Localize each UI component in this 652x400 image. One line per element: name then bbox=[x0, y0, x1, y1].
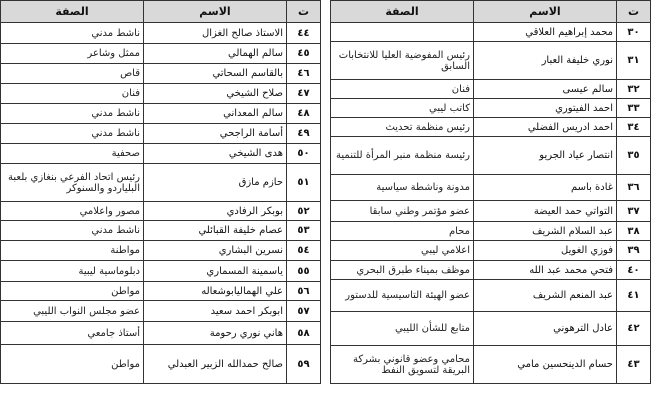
row-attribute: محام bbox=[331, 222, 474, 241]
row-name: التواتي حمد العيضة bbox=[474, 201, 617, 222]
table-row bbox=[331, 23, 651, 42]
row-number: ٤٢ bbox=[617, 312, 651, 346]
row-name: هاني نوري رحومة bbox=[144, 322, 287, 345]
row-number: ٤٩ bbox=[287, 124, 321, 144]
header-attribute: الصفة bbox=[331, 1, 474, 23]
row-name: ياسمينة المسماري bbox=[144, 261, 287, 282]
row-number: ٤٤ bbox=[287, 23, 321, 44]
row-number: ٥٨ bbox=[287, 322, 321, 345]
row-name: ابوبكر احمد سعيد bbox=[144, 301, 287, 322]
row-attribute: موظف بميناء طبرق البحري bbox=[331, 261, 474, 280]
table-row bbox=[331, 80, 651, 99]
row-name: انتصار عياد الجريو bbox=[474, 137, 617, 175]
row-attribute: دبلوماسية ليبية bbox=[1, 261, 144, 282]
table-row bbox=[1, 144, 321, 164]
table-row bbox=[331, 222, 651, 241]
row-attribute: مواطن bbox=[1, 345, 144, 384]
table-row bbox=[1, 322, 321, 345]
row-number: ٥٠ bbox=[287, 144, 321, 164]
row-attribute: قاص bbox=[1, 64, 144, 84]
row-attribute: رئيس منظمة تحديث bbox=[331, 118, 474, 137]
table-row bbox=[1, 23, 321, 44]
row-attribute: فنان bbox=[331, 80, 474, 99]
row-name: حسام الدينحسين مامي bbox=[474, 346, 617, 384]
header-attribute: الصفة bbox=[1, 1, 144, 23]
row-number: ٣٠ bbox=[617, 23, 651, 42]
row-attribute: صحفية bbox=[1, 144, 144, 164]
table-row bbox=[331, 346, 651, 384]
row-number: ٣٧ bbox=[617, 201, 651, 222]
row-number: ٤٣ bbox=[617, 346, 651, 384]
row-name: عادل الترهوني bbox=[474, 312, 617, 346]
table-row bbox=[1, 241, 321, 261]
row-attribute: ممثل وشاعر bbox=[1, 44, 144, 64]
row-attribute: عضو مؤتمر وطني سابقا bbox=[331, 201, 474, 222]
table-header-row bbox=[1, 1, 321, 23]
row-name: بوبكر الرفادي bbox=[144, 202, 287, 221]
header-number: ت bbox=[617, 1, 651, 23]
row-attribute: مواطنة bbox=[1, 241, 144, 261]
row-number: ٥٦ bbox=[287, 282, 321, 301]
table-row bbox=[1, 44, 321, 64]
table-row bbox=[1, 64, 321, 84]
row-attribute: أستاذ جامعي bbox=[1, 322, 144, 345]
row-name: صلاح الشيخي bbox=[144, 84, 287, 104]
row-name: احمد ادريس الفضلي bbox=[474, 118, 617, 137]
row-number: ٤٨ bbox=[287, 104, 321, 124]
row-number: ٣٢ bbox=[617, 80, 651, 99]
row-attribute: رئيسة منظمة منبر المرأة للتنمية bbox=[331, 137, 474, 175]
row-attribute: محامي وعضو قانوني بشركة البريقة لتسويق النفط bbox=[331, 346, 474, 384]
row-name: سالم عيسى bbox=[474, 80, 617, 99]
row-number: ٥١ bbox=[287, 164, 321, 202]
table-row bbox=[1, 164, 321, 202]
row-name: سالم الهمالي bbox=[144, 44, 287, 64]
header-name: الاسم bbox=[144, 1, 287, 23]
row-number: ٣٤ bbox=[617, 118, 651, 137]
row-number: ٥٤ bbox=[287, 241, 321, 261]
row-name: عبد السلام الشريف bbox=[474, 222, 617, 241]
row-number: ٣٦ bbox=[617, 175, 651, 201]
row-name: فوزي الغويل bbox=[474, 241, 617, 261]
row-number: ٥٢ bbox=[287, 202, 321, 221]
row-number: ٤٦ bbox=[287, 64, 321, 84]
table-row bbox=[1, 221, 321, 241]
participants-table-left bbox=[0, 0, 321, 384]
row-number: ٤٠ bbox=[617, 261, 651, 280]
table-row bbox=[1, 124, 321, 144]
row-name: علي الهماليابوشعاله bbox=[144, 282, 287, 301]
row-attribute: مواطن bbox=[1, 282, 144, 301]
table-row bbox=[331, 137, 651, 175]
table-row bbox=[331, 42, 651, 80]
row-name: فتحي محمد عبد الله bbox=[474, 261, 617, 280]
row-number: ٥٧ bbox=[287, 301, 321, 322]
row-name: عبد المنعم الشريف bbox=[474, 280, 617, 312]
row-attribute: كاتب ليبي bbox=[331, 99, 474, 118]
row-name: الاستاذ صالح الغزال bbox=[144, 23, 287, 44]
header-number: ت bbox=[287, 1, 321, 23]
table-row bbox=[331, 241, 651, 261]
table-row bbox=[331, 261, 651, 280]
row-number: ٣١ bbox=[617, 42, 651, 80]
table-row bbox=[331, 175, 651, 201]
row-attribute: ناشط مدني bbox=[1, 124, 144, 144]
row-name: صالح حمدالله الزبير العبدلي bbox=[144, 345, 287, 384]
header-name: الاسم bbox=[474, 1, 617, 23]
table-row bbox=[331, 201, 651, 222]
participants-table-right bbox=[330, 0, 651, 384]
row-attribute: فنان bbox=[1, 84, 144, 104]
table-header-row bbox=[331, 1, 651, 23]
row-name: نسرين البشاري bbox=[144, 241, 287, 261]
row-name: عصام خليفة القبائلي bbox=[144, 221, 287, 241]
row-attribute: عضو الهيئة التاسيسية للدستور bbox=[331, 280, 474, 312]
table-row bbox=[1, 301, 321, 322]
row-attribute: متابع للشأن الليبي bbox=[331, 312, 474, 346]
row-number: ٤١ bbox=[617, 280, 651, 312]
row-number: ٣٣ bbox=[617, 99, 651, 118]
row-attribute bbox=[331, 23, 474, 42]
table-row bbox=[331, 99, 651, 118]
table-row bbox=[1, 345, 321, 384]
row-name: بالقاسم السحاتي bbox=[144, 64, 287, 84]
row-attribute: عضو مجلس النواب الليبي bbox=[1, 301, 144, 322]
table-row bbox=[331, 118, 651, 137]
table-row bbox=[1, 104, 321, 124]
row-number: ٥٥ bbox=[287, 261, 321, 282]
row-number: ٤٥ bbox=[287, 44, 321, 64]
row-name: احمد الفيتوري bbox=[474, 99, 617, 118]
row-attribute: رئيس اتحاد الفرعي بنغازي بلعبة البلياردو والسنوكر bbox=[1, 164, 144, 202]
row-number: ٣٥ bbox=[617, 137, 651, 175]
row-attribute: رئيس المفوضية العليا للانتخابات السابق bbox=[331, 42, 474, 80]
table-row bbox=[331, 280, 651, 312]
row-name: نوري خليفة العبار bbox=[474, 42, 617, 80]
row-name: غادة باسم bbox=[474, 175, 617, 201]
row-name: حازم مازق bbox=[144, 164, 287, 202]
row-number: ٣٨ bbox=[617, 222, 651, 241]
row-attribute: مدونة وناشطة سياسية bbox=[331, 175, 474, 201]
row-attribute: ناشط مدني bbox=[1, 104, 144, 124]
row-attribute: ناشط مدني bbox=[1, 221, 144, 241]
row-name: هدى الشيخي bbox=[144, 144, 287, 164]
table-row bbox=[1, 84, 321, 104]
row-name: سالم المعداني bbox=[144, 104, 287, 124]
table-row bbox=[1, 202, 321, 221]
row-number: ٣٩ bbox=[617, 241, 651, 261]
table-row bbox=[1, 282, 321, 301]
row-name: أسامة الراجحي bbox=[144, 124, 287, 144]
row-attribute: ناشط مدني bbox=[1, 23, 144, 44]
row-attribute: اعلامي ليبي bbox=[331, 241, 474, 261]
row-number: ٤٧ bbox=[287, 84, 321, 104]
table-row bbox=[331, 312, 651, 346]
row-name: محمد إبراهيم العلاقي bbox=[474, 23, 617, 42]
row-number: ٥٣ bbox=[287, 221, 321, 241]
table-row bbox=[1, 261, 321, 282]
row-attribute: مصور واعلامي bbox=[1, 202, 144, 221]
row-number: ٥٩ bbox=[287, 345, 321, 384]
